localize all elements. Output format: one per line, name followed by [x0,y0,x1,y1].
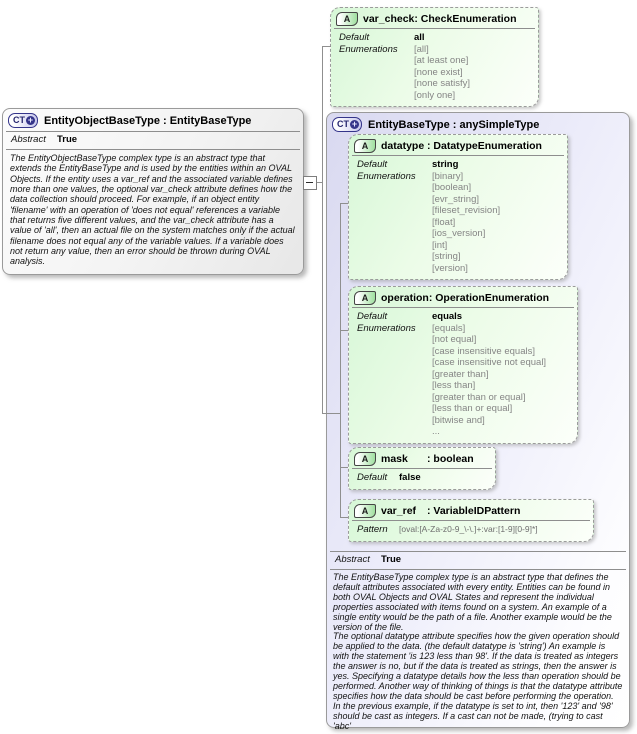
list-item: [none satisfy] [414,78,470,89]
default-label: Default [357,311,388,322]
default-value: string [432,159,459,170]
list-item: [version] [432,262,468,274]
default-label: Default [339,32,370,43]
type-description [3,150,303,274]
abstract-label: Abstract [11,134,46,145]
default-value: equals [432,311,463,322]
abstract-row [327,552,629,569]
list-item: [case insensitive equals] [432,345,535,357]
list-item: [only one] [414,89,456,101]
attribute-box-var-check[interactable] [330,7,539,107]
abstract-value: True [381,554,402,565]
connector-line [340,330,348,331]
complex-type-icon-label: CT [337,119,349,129]
attribute-header [349,287,577,307]
attribute-name: operation [381,292,429,304]
enumeration-values [432,171,559,275]
attribute-header [349,500,593,520]
facets [349,156,567,279]
connector-line [322,46,331,47]
complex-type-box-entity-base-type[interactable] [326,112,630,731]
list-item: [bitwise and] [432,414,485,426]
attribute-type: : CheckEnumeration [414,13,517,25]
default-value: all [414,32,425,43]
attribute-icon: A [354,139,376,153]
list-item: [all] [414,43,429,55]
attribute-name: datatype [381,140,425,152]
attribute-icon: A [354,504,376,518]
list-item: [boolean] [432,182,472,193]
attribute-title [381,505,520,517]
attribute-box-datatype[interactable] [348,134,568,280]
attribute-type: : DatatypeEnumeration [427,140,542,152]
abstract-value: True [57,134,78,145]
list-item: [int] [432,239,448,251]
collapse-toggle-icon[interactable] [303,176,317,190]
default-label: Default [357,472,388,483]
attribute-title [381,140,542,152]
list-item: [string] [432,251,461,262]
list-item: [binary] [432,170,464,182]
list-item: [not equal] [432,334,477,345]
attribute-icon: A [354,452,376,466]
attribute-icon: A [336,12,358,26]
list-item: [evr_string] [432,193,479,205]
list-item: [none exist] [414,66,463,78]
attribute-box-mask[interactable] [348,447,496,490]
connector-line [340,517,348,518]
attribute-icon: A [354,291,376,305]
list-item: The EntityObjectBaseType complex type is an abstract type that extends the EntityBaseType and is used by the entities within an OVAL Objects. If the entity uses a var_ref and the associated variable defines more than one values, the optional var_check attribute defines how the data collection should proceed. For example, if an object entity 'filename' with an operation of 'does not equal' references a variable that returns five different values, and the var_check attribute has a value of 'all', then an actual file on the system matches only if the actual filename does not equal any of the variable values. If a variable does not return any value, then an error should be thrown during OVAL analysis. [10,153,295,267]
list-item: [at least one] [414,55,469,66]
complex-type-title: EntityObjectBaseType : EntityBaseType [44,114,252,127]
attribute-title [381,453,474,465]
list-item: The EntityBaseType complex type is an abstract type that defines the default attributes associated with every entity. Entities can be found in both OVAL Objects and OVAL States and represent the individual properties associated with items found on a system. An example of a single entity would be the path of a file. Another example would be the version of the file. [333,572,612,632]
list-item: [case insensitive not equal] [432,357,547,368]
attribute-name: var_check [363,13,415,25]
attribute-type: : VariableIDPattern [427,505,521,517]
minus-icon [306,182,313,183]
pattern-value: [oval:[A-Za-z0-9_\-\.]+:var:[1-9][0-9]*] [399,524,538,534]
enumerations-label: Enumerations [339,43,398,55]
attribute-box-operation[interactable] [348,286,578,444]
type-description [327,570,629,734]
complex-type-title: EntityBaseType : anySimpleType [368,118,540,131]
list-item: [equals] [432,322,466,334]
attribute-header [349,135,567,155]
abstract-label: Abstract [335,554,370,565]
connector-line [340,203,341,518]
list-item: [less than] [432,380,476,391]
connector-line [340,467,348,468]
enumeration-values [414,44,530,102]
complex-type-icon [332,117,362,132]
default-value: false [399,472,421,483]
attribute-header [349,448,495,468]
facets [349,308,577,443]
attribute-title [363,13,517,25]
attribute-type: : boolean [427,453,474,465]
complex-type-icon [8,113,38,128]
attribute-name: mask [381,453,408,465]
attribute-box-var-ref[interactable] [348,499,594,542]
pattern-label: Pattern [357,524,388,535]
list-item: ... [432,426,440,437]
list-item: [float] [432,216,456,228]
attribute-header [331,8,538,28]
facets [349,469,495,489]
facets [349,521,593,541]
complex-type-box-entity-object-base-type[interactable] [2,108,304,275]
enumerations-label: Enumerations [357,322,416,334]
list-item: [less than or equal] [432,403,513,414]
list-item: [ios_version] [432,228,486,239]
default-label: Default [357,159,388,170]
plus-icon: + [351,119,358,129]
connector-line [322,46,323,414]
facets [331,29,538,106]
enumerations-label: Enumerations [357,170,416,182]
connector-line [340,203,348,204]
complex-type-icon-label: CT [13,115,25,125]
attribute-type: : OperationEnumeration [428,292,550,304]
list-item: The optional datatype attribute specifies how the given operation should be applied to the data. (the default datatype is 'string') An example is with the statement 'is 123 less than 98'. If the data is treated as integers the answer is no, but if the data is treated as strings, then the answer is yes. Specifying a datatype details how the less than operation should be performed. Another way of thinking of things is that the datatype attribute specifies how the data should be cast before performing the operation. In the previous example, if the datatype is set to int, then '123' and '98' should be cast as integers. If a cast can not be made, (trying to cast 'abc' [333,631,623,731]
abstract-row [3,132,303,149]
plus-icon: + [27,115,34,125]
complex-type-header [327,113,629,135]
list-item: [greater than or equal] [432,391,526,403]
enumeration-values [432,323,569,438]
complex-type-header [3,109,303,131]
attribute-name: var_ref [381,505,417,517]
connector-line [322,413,341,414]
list-item: [greater than] [432,368,489,380]
list-item: [fileset_revision] [432,205,501,216]
type-footer [327,551,629,734]
attribute-title [381,292,549,304]
